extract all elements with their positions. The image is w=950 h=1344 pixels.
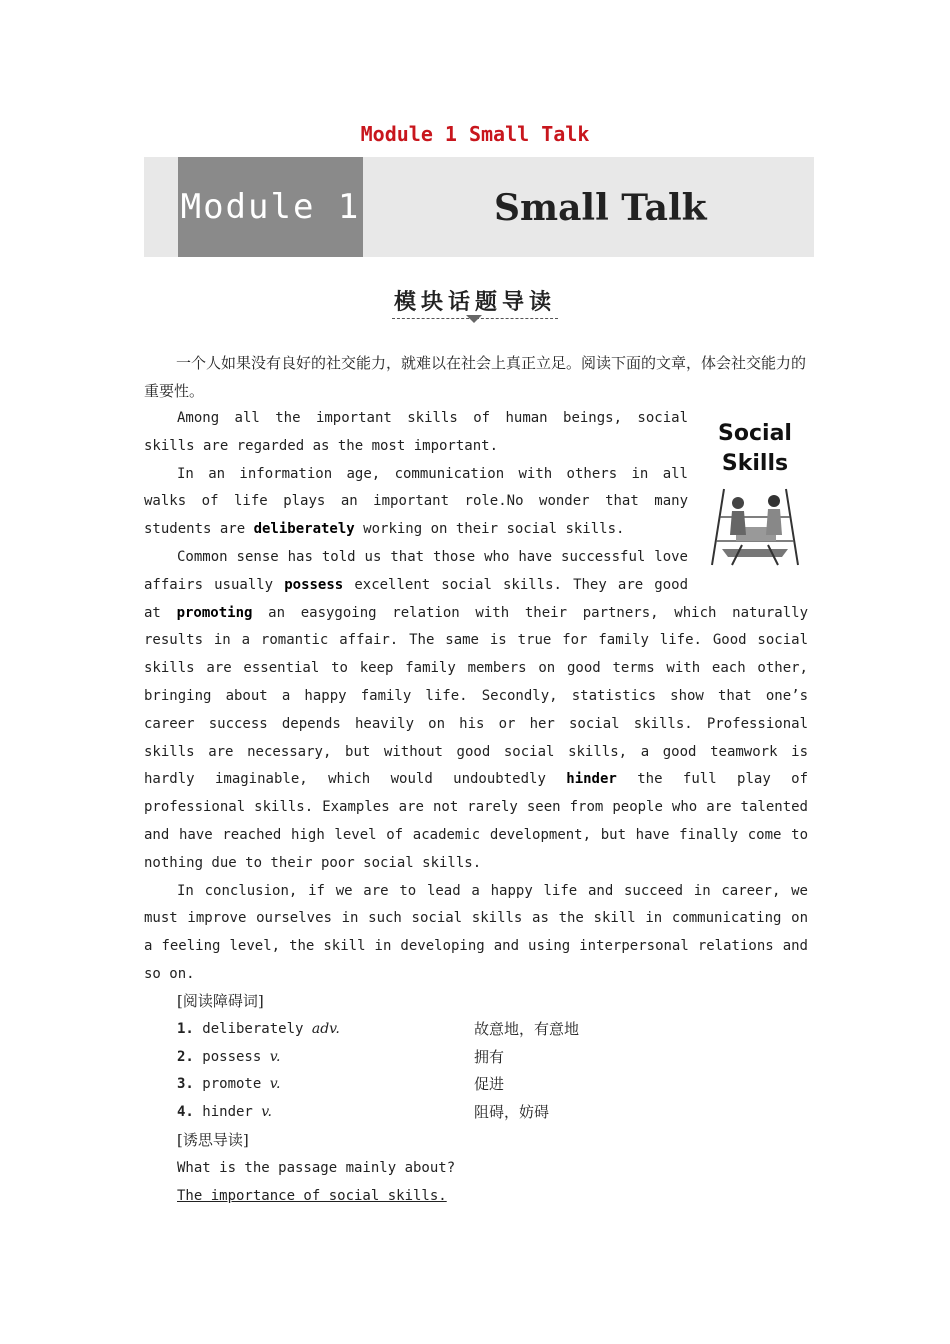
guide-answer: The importance of social skills. — [177, 1187, 447, 1204]
paragraph-2: In an information age, communication with others in all walks of life plays an important role.No wonder that many students are deliberately working on their social skills. — [144, 465, 688, 538]
vocab-item: 2. possess v. 拥有 — [177, 1047, 505, 1066]
chinese-intro: 一个人如果没有良好的社交能力，就难以在社会上真正立足。阅读下面的文章，体会社交能力的重要性。 — [144, 354, 807, 400]
keyword-possess: possess — [284, 576, 344, 593]
guide-heading: [诱思导读] — [177, 1130, 249, 1149]
section-heading-wrap — [0, 285, 950, 319]
social-skills-illustration — [702, 419, 808, 569]
vocabulary-section — [177, 988, 817, 1210]
guide-question: What is the passage mainly about? — [177, 1159, 456, 1176]
vocab-item: 3. promote v. 促进 — [177, 1075, 505, 1094]
vocab-item: 4. hinder v. 阻碍，妨碍 — [177, 1103, 550, 1122]
triangle-marker-icon — [466, 315, 482, 323]
paragraph-3: Common sense has told us that those who have successful love affairs usually possess excellent social skills. They are good at promoting an easygoing relation with their partners, which naturally results in a romantic affair. The same is true for family life. Good social skills are essential to keep family members on good terms with each other, bringing about a happy family life. Secondly, statistics show that one’s career success depends heavily on his or her social skills. Professional skills are necessary, but without good social skills, a good teamwork is hardly imaginable, which would undoubtedly hinder the full play of professional skills. Examples are not rarely seen from people who are talented and have reached high level of academic development, but have finally come to nothing due to their poor social skills. — [144, 548, 808, 871]
two-people-talking-icon — [702, 479, 808, 567]
article — [144, 405, 808, 989]
module-label: Module 1 — [178, 157, 363, 257]
illustration-caption: Social Skills — [718, 421, 792, 476]
keyword-deliberately: deliberately — [253, 521, 355, 538]
paragraph-1: Among all the important skills of human beings, social skills are regarded as the most important. — [144, 410, 688, 454]
vocab-heading: [阅读障碍词] — [177, 992, 264, 1010]
keyword-hinder: hinder — [566, 771, 617, 788]
section-heading: 模块话题导读 — [392, 285, 558, 319]
vocab-item: 1. deliberately adv. 故意地，有意地 — [177, 1019, 580, 1038]
topic-title: Small Talk — [494, 187, 707, 229]
module-banner — [144, 157, 814, 257]
paragraph-4: In conclusion, if we are to lead a happy life and succeed in career, we must improve ourselves in such social skills as the skill in communicating on a feeling level, the skill in developing and using interpersonal relations and so on. — [144, 882, 808, 982]
keyword-promoting: promoting — [176, 604, 253, 621]
page-title: Module 1 Small Talk — [360, 122, 590, 146]
